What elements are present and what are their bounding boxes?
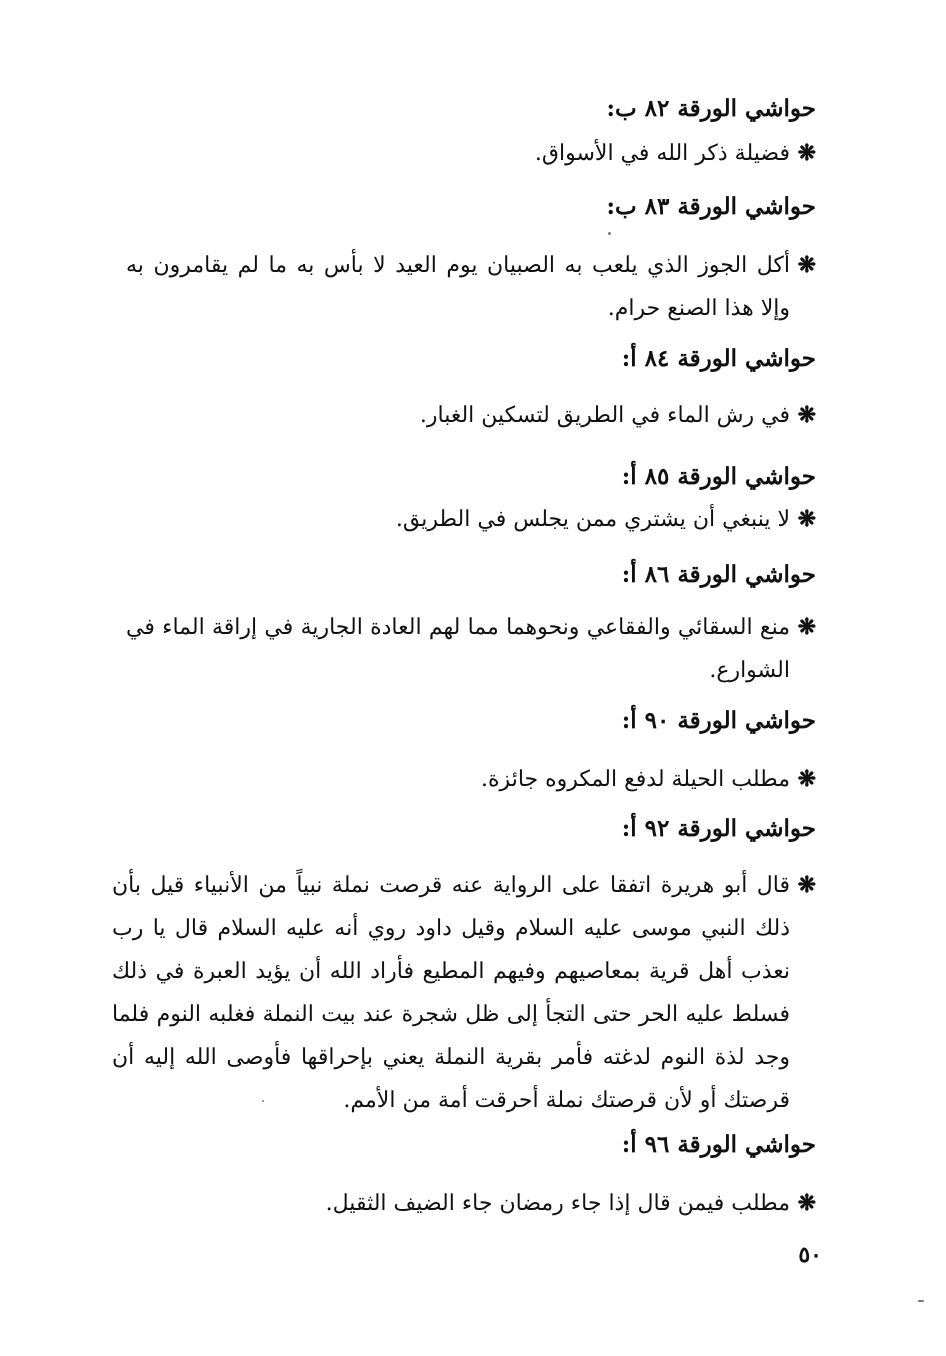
section-heading: حواشي الورقة ٨٦ أ: xyxy=(621,561,816,588)
bullet-star-icon: ❋ xyxy=(797,872,816,898)
scan-speck xyxy=(918,1300,924,1302)
section-heading: حواشي الورقة ٩٢ أ: xyxy=(621,815,816,842)
note-entry xyxy=(126,1182,816,1225)
bullet-star-icon: ❋ xyxy=(797,506,816,532)
note-entry xyxy=(126,606,816,692)
note-text: مطلب فيمن قال إذا جاء رمضان جاء الضيف الثقيل. xyxy=(325,1191,790,1216)
note-text: أكل الجوز الذي يلعب به الصبيان يوم العيد لا بأس به ما لم يقامرون به وإلا هذا الصنع حرام. xyxy=(126,253,790,321)
note-entry xyxy=(112,864,816,1122)
note-text: لا ينبغي أن يشتري ممن يجلس في الطريق. xyxy=(395,507,790,532)
page-number: ٥٠ xyxy=(798,1242,822,1268)
bullet-star-icon: ❋ xyxy=(797,614,816,640)
section-heading: حواشي الورقة ٨٣ ب: xyxy=(606,193,816,220)
bullet-star-icon: ❋ xyxy=(797,140,816,166)
scan-speck xyxy=(262,1100,264,1102)
section-heading: حواشي الورقة ٨٢ ب: xyxy=(606,95,816,122)
note-entry xyxy=(126,244,816,330)
scan-speck xyxy=(608,232,611,235)
section-heading: حواشي الورقة ٩٦ أ: xyxy=(621,1131,816,1158)
note-text: منع السقائي والفقاعي ونحوهما مما لهم العادة الجارية في إراقة الماء في الشوارع. xyxy=(126,615,790,683)
note-text: فضيلة ذكر الله في الأسواق. xyxy=(534,141,790,166)
bullet-star-icon: ❋ xyxy=(797,766,816,792)
note-text: في رش الماء في الطريق لتسكين الغبار. xyxy=(419,403,790,428)
note-entry xyxy=(126,394,816,437)
note-entry xyxy=(126,132,816,175)
section-heading: حواشي الورقة ٨٥ أ: xyxy=(621,463,816,490)
bullet-star-icon: ❋ xyxy=(797,402,816,428)
note-text: مطلب الحيلة لدفع المكروه جائزة. xyxy=(481,767,790,792)
bullet-star-icon: ❋ xyxy=(797,1190,816,1216)
note-entry xyxy=(126,498,816,541)
section-heading: حواشي الورقة ٩٠ أ: xyxy=(621,707,816,734)
section-heading: حواشي الورقة ٨٤ أ: xyxy=(621,345,816,372)
note-text: قال أبو هريرة اتفقا على الرواية عنه قرصت نملة نبياً من الأنبياء قيل بأن ذلك النبي موسى عليه السلام وقيل داود روي أنه عليه السلام قال يا رب نعذب أهل قرية بمعاصيهم وفيهم المطيع فأراد الله أن يؤيد العبرة في ذلك فسلط عليه الحر حتى التجأ إلى ظل شجرة عند بيت النملة فغلبه النوم فلما وجد لذة النوم لدغته فأمر بقرية النملة يعني بإحراقها فأوصى الله إليه أن قرصتك أو لأن قرصتك نملة أحرقت أمة من الأمم. xyxy=(112,873,790,1113)
bullet-star-icon: ❋ xyxy=(797,252,816,278)
note-entry xyxy=(126,758,816,801)
